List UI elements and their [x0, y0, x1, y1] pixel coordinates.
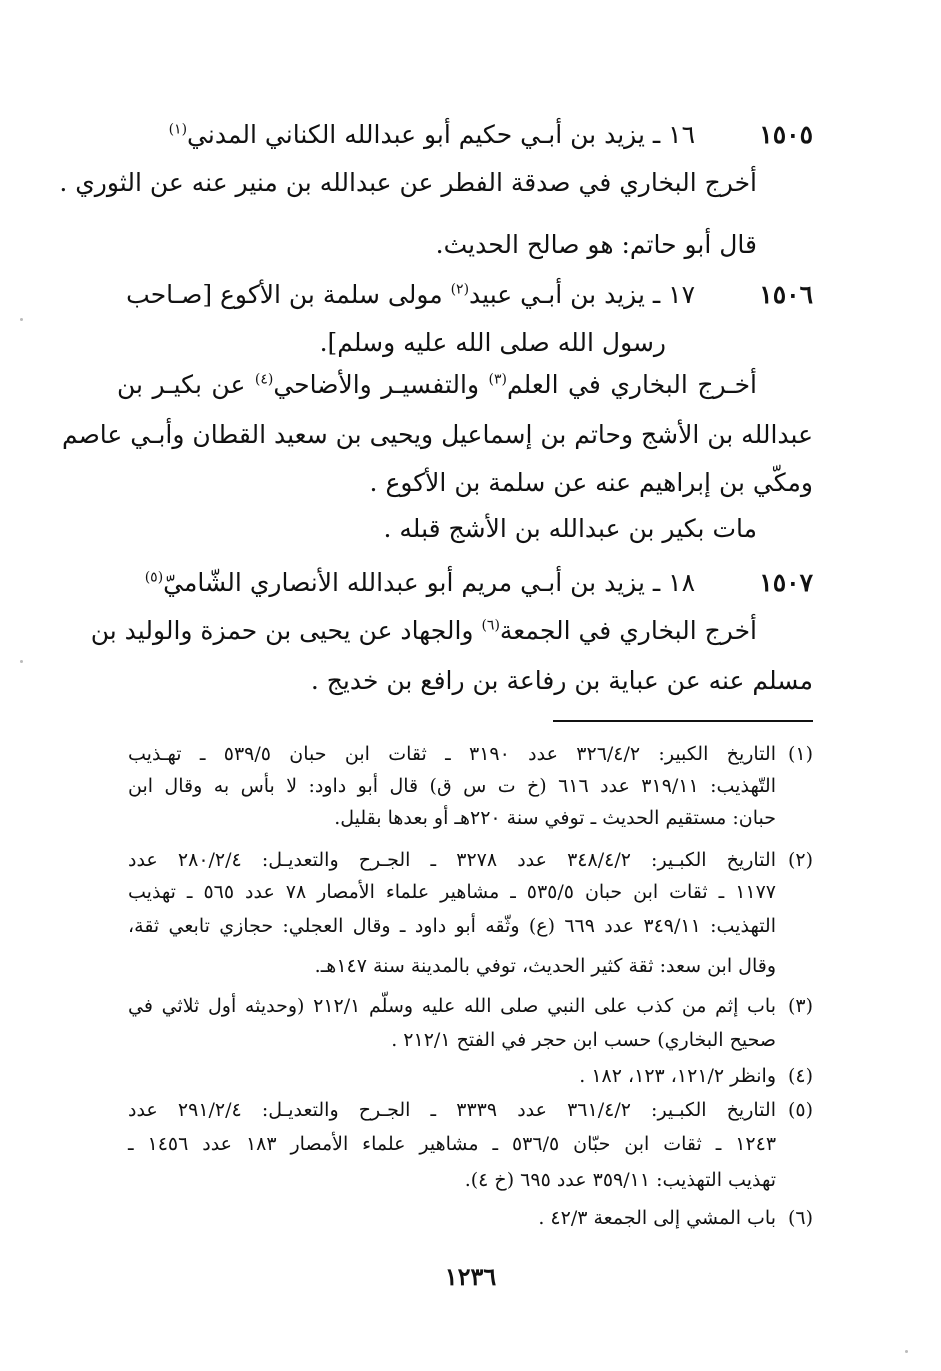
paragraph-text: أخـرج البخاري في العلم	[507, 370, 757, 399]
entry-paragraph-line	[61, 418, 813, 452]
entry-seq-number: ١٥٠٧	[759, 568, 813, 597]
footnote-text: التاريخ الكبـير: ٣٤٨/٤/٢ عدد ٣٢٧٨ ـ الجـرح والتعديـل: ٢٨٠/٢/٤ عدد	[128, 849, 776, 871]
footnote-text: التاريخ الكبـير: ٣٦١/٤/٢ عدد ٣٣٣٩ ـ الجـرح والتعديـل: ٢٩١/٢/٤ عدد	[128, 1099, 776, 1121]
footnote-number: (٣)	[787, 995, 813, 1017]
entry-index: ١٦	[668, 120, 695, 149]
paragraph-text: والتفسيـر والأضاحي	[273, 370, 480, 399]
entry-title	[169, 118, 695, 152]
paragraph-text: أخرج البخاري في صدقة الفطر عن عبدالله بن منير عنه عن الثوري .	[59, 168, 757, 197]
footnote-line	[128, 1096, 776, 1124]
footnote-line	[334, 804, 776, 832]
entry-title-continuation	[320, 326, 666, 360]
footnote-line	[538, 1204, 776, 1232]
footnote-line	[128, 846, 776, 874]
footnote-line	[579, 1062, 776, 1090]
paragraph-text: ومكّي بن إبراهيم عنه عن سلمة بن الأكوع .	[369, 468, 813, 497]
footnote-line	[391, 1026, 776, 1054]
scan-speck	[20, 660, 23, 663]
paragraph-text: عبدالله بن الأشج وحاتم بن إسماعيل ويحيى بن سعيد القطان وأبـي عاصم	[61, 420, 813, 449]
footnote-line	[128, 740, 776, 768]
footnote-text: تهذيب التهذيب: ٣٥٩/١١ عدد ٦٩٥ (خ ٤).	[464, 1169, 776, 1191]
footnote-text: حبان: مستقيم الحديث ـ توفي سنة ٢٢٠هـ أو بعدها بقليل.	[334, 807, 776, 829]
footnote-line	[128, 992, 776, 1020]
footnote-mark	[788, 992, 813, 1020]
footnote-number: (٥)	[787, 1099, 813, 1121]
paragraph-text: عن بكيـر بن	[117, 370, 246, 399]
footnote-number: (٦)	[787, 1207, 813, 1229]
footnote-number: (٢)	[787, 849, 813, 871]
footnote-ref: (٤)	[254, 371, 274, 388]
entry-seq-number: ١٥٠٦	[759, 280, 813, 309]
entry-name-cont: مولى سلمة بن الأكوع [صـاحب	[126, 280, 443, 309]
entry-paragraph	[384, 512, 758, 546]
entry-paragraph-line	[370, 466, 813, 500]
entry-title	[126, 278, 695, 312]
footnote-ref: (١)	[168, 121, 188, 138]
paragraph-text: أخرج البخاري في الجمعة	[499, 616, 757, 645]
footnote-text: ١١٧٧ ـ ثقات ابن حبان ٥٣٥/٥ ـ مشاهير علماء الأمصار ٧٨ عدد ٥٦٥ ـ تهذيب	[128, 881, 777, 903]
footnote-mark	[788, 740, 813, 768]
footnote-text: التاريخ الكبير: ٣٢٦/٤/٢ عدد ٣١٩٠ ـ ثقات ابن حبان ٥٣٩/٥ ـ تهـذيب	[128, 743, 776, 765]
footnote-ref: (٣)	[488, 371, 507, 388]
footnote-text: باب المشي إلى الجمعة ٤٢/٣ .	[538, 1207, 776, 1229]
footnote-line	[128, 772, 776, 800]
footnote-separator	[553, 720, 813, 722]
footnote-line	[465, 1166, 776, 1194]
footnote-mark	[788, 1204, 813, 1232]
paragraph-text: مسلم عنه عن عباية بن رفاعة بن رافع بن خديج .	[310, 666, 813, 695]
entry-index: ١٧	[668, 280, 695, 309]
footnote-mark	[788, 1096, 813, 1124]
footnote-text: وانظر ١٢١/٢، ١٢٣، ١٨٢ .	[579, 1065, 776, 1087]
footnote-text: باب إثم من كذب على النبي صلى الله عليه وسلّم ٢١٢/١ (وحديثه أول ثلاثي في	[128, 995, 776, 1017]
entry-paragraph	[90, 614, 757, 648]
footnote-text: ١٢٤٣ ـ ثقات ابن حبّان ٥٣٦/٥ ـ مشاهير علماء الأمصار ١٨٣ عدد ١٤٥٦ ـ	[128, 1133, 777, 1155]
entry-index: ١٨	[668, 568, 695, 597]
entry-title	[145, 566, 695, 600]
entry-name: ـ يزيد بن أبـي حكيم أبو عبدالله الكناني المدني	[187, 120, 661, 149]
footnote-mark	[788, 846, 813, 874]
entry-name: ـ يزيد بن أبـي مريم أبو عبدالله الأنصاري الشّاميّ	[163, 568, 661, 597]
entry-name: ـ يزيد بن أبـي عبيد	[469, 280, 661, 309]
footnote-line	[315, 952, 776, 980]
footnote-text: التّهذيب: ٣١٩/١١ عدد ٦١٦ (خ ت س ق) قال أبو داود: لا بأس به وقال ابن	[128, 775, 777, 797]
footnote-text: التهذيب: ٣٤٩/١١ عدد ٦٦٩ (ع) وثّقه أبو داود ـ وقال العجلي: حجازي تابعي ثقة،	[128, 915, 776, 937]
paragraph-text: والجهاد عن يحيى بن حمزة والوليد بن	[90, 616, 474, 645]
scan-speck	[905, 1350, 908, 1353]
scan-speck	[20, 318, 23, 321]
footnote-text: وقال ابن سعد: ثقة كثير الحديث، توفي بالمدينة سنة ١٤٧هـ.	[314, 955, 776, 977]
footnote-line	[128, 912, 776, 940]
footnote-mark	[788, 1062, 813, 1090]
footnote-ref: (٥)	[144, 569, 164, 586]
footnote-number: (٤)	[787, 1065, 813, 1087]
footnote-text: صحيح البخاري) حسب ابن حجر في الفتح ٢١٢/١ .	[391, 1029, 776, 1051]
footnote-line	[128, 1130, 776, 1158]
entry-seq-number: ١٥٠٥	[759, 120, 813, 149]
paragraph-text: رسول الله صلى الله عليه وسلم].	[319, 328, 666, 357]
entry-paragraph	[436, 228, 757, 262]
entry-paragraph-line	[311, 664, 813, 698]
entry-paragraph	[59, 166, 757, 200]
entry-paragraph	[117, 368, 757, 402]
footnote-line	[128, 878, 776, 906]
footnote-ref: (٢)	[450, 281, 470, 298]
footnote-ref: (٦)	[481, 617, 500, 634]
footnote-number: (١)	[787, 743, 813, 765]
page-number: ١٢٣٦	[444, 1262, 497, 1291]
paragraph-text: قال أبو حاتم: هو صالح الحديث.	[435, 230, 757, 259]
paragraph-text: مات بكير بن عبدالله بن الأشج قبله .	[383, 514, 757, 543]
